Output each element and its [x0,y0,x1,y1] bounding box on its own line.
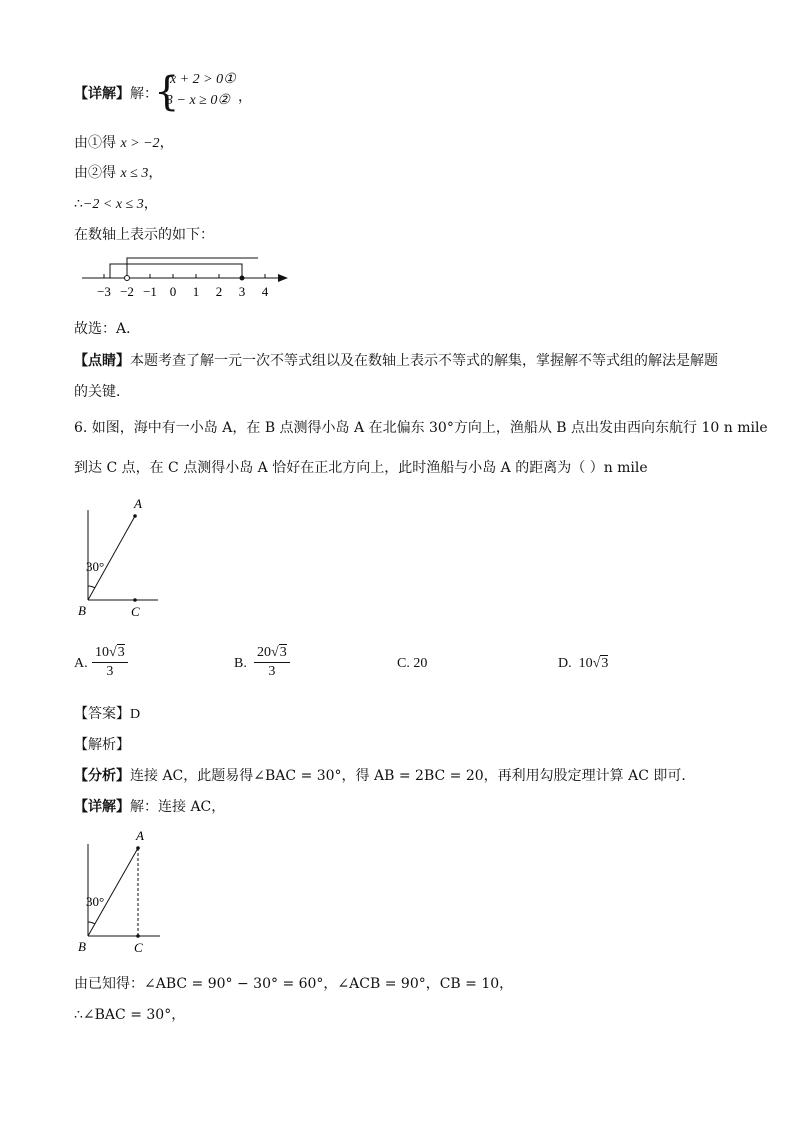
therefore-line [74,193,158,213]
option-a-rad: 3 [117,645,125,660]
tick-label: 4 [261,284,269,299]
system-line-1: x + 2 > 0① [170,72,236,87]
fenxi-line [74,765,695,785]
therefore-symbol: ∴ [74,196,83,212]
numline-intro: 在数轴上表示的如下： [74,227,214,243]
number-line-arrow [278,274,288,282]
comment-tag: 【点睛】 [74,353,130,369]
from-eq1 [74,132,174,152]
fenxi-text: 连接 AC，此题易得∠BAC = 30°，得 AB = 2BC = 20，再利用勾股定理计算 AC 即可． [130,768,696,784]
answer-value: D [130,707,141,722]
open-dot-minus2 [125,276,130,281]
from-eq1-tail: ， [159,135,174,151]
answer-line [74,703,140,723]
option-b-rad: 3 [279,645,287,660]
option-b-num: 20 [257,645,271,660]
point-a [133,514,137,518]
fenxi-tag: 【分析】 [74,768,130,784]
from-eq1-math: x > −2 [120,136,160,151]
tick-label: 2 [215,284,223,299]
region-x-le-3 [110,264,242,278]
option-a-value: $\frac{10√3}{3}$ [92,644,128,681]
therefore-tail: ， [143,196,158,212]
question-6-figure [74,492,174,622]
tick-label: −1 [143,284,157,299]
question-6-line-1: 6. 如图，海中有一小岛 A，在 B 点测得小岛 A 在北偏东 30°方向上，渔船从 B 点出发由西向东航行 10 n mile [74,420,768,436]
point-c [133,598,137,602]
label-c-2: C [134,940,143,955]
tick-label: −3 [97,284,111,299]
detail-text: 解：连接 AC， [130,799,226,815]
line-ba [88,516,135,600]
system-line-2: 3 − x ≥ 0② [166,93,230,108]
label-angle: 30° [86,559,105,574]
detail-tag: 【详解】 [74,86,130,102]
question-6-line-2: 到达 C 点，在 C 点测得小岛 A 恰好在正北方向上，此时渔船与小岛 A 的距离为（ ）n mile [74,460,648,476]
option-b-value: $\frac{20√3}{3}$ [254,644,290,681]
solve-label: 解： [130,86,158,102]
from-eq2 [74,162,162,182]
tick-label: 3 [238,284,246,299]
option-a-num: 10 [95,645,109,660]
label-a-2: A [136,828,144,843]
from-eq1-text: 由①得 [74,135,116,151]
angle-arc-2 [88,922,95,924]
option-a-label: A. [74,656,88,671]
from-eq2-text: 由②得 [74,165,116,181]
point-a-2 [136,846,140,850]
point-c-2 [136,934,140,938]
detail-heading [74,76,158,112]
comment-line-1 [74,350,718,370]
option-b-den: 3 [268,664,276,679]
answer-tag: 【答案】 [74,706,130,722]
known-line: 由已知得：∠ABC = 90° − 30° = 60°，∠ACB = 90°，CB = 10， [74,976,514,992]
option-b-label: B. [234,656,247,671]
line-ba-2 [88,848,138,936]
from-eq2-math: x ≤ 3 [120,166,149,181]
detail-tag-2: 【详解】 [74,799,130,815]
comment-text-1: 本题考查了解一元一次不等式组以及在数轴上表示不等式的解集，掌握解不等式组的解法是解题 [130,353,718,369]
label-b: B [78,603,86,618]
option-d-coef: 10 [578,656,593,671]
therefore-math: −2 < x ≤ 3 [82,197,144,212]
detail-line [74,796,225,816]
choose-line: 故选：A． [74,321,141,337]
label-angle-2: 30° [86,894,105,909]
from-eq2-tail: ， [148,165,163,181]
system-comma: ， [238,89,252,105]
label-c: C [131,604,140,619]
option-c: C. 20 [397,656,428,671]
tick-label: 0 [169,284,177,299]
number-line-figure [74,250,304,300]
system-brace: { [154,69,180,115]
region-x-gt-minus2 [127,258,258,278]
angle-arc [88,586,95,588]
analysis-tag: 【解析】 [74,737,130,753]
option-d: D. 10√3 [558,656,609,671]
closed-dot-3 [240,276,245,281]
option-d-rad: 3 [601,656,609,671]
label-b-2: B [78,939,86,954]
label-a: A [134,496,142,511]
solution-figure [74,824,174,958]
comment-line-2: 的关键． [74,384,130,400]
tick-label: 1 [192,284,200,299]
option-d-label: D. [558,656,572,671]
option-a-den: 3 [106,664,114,679]
therefore-bac-line: ∴∠BAC = 30°， [74,1007,186,1023]
tick-label: −2 [120,284,134,299]
